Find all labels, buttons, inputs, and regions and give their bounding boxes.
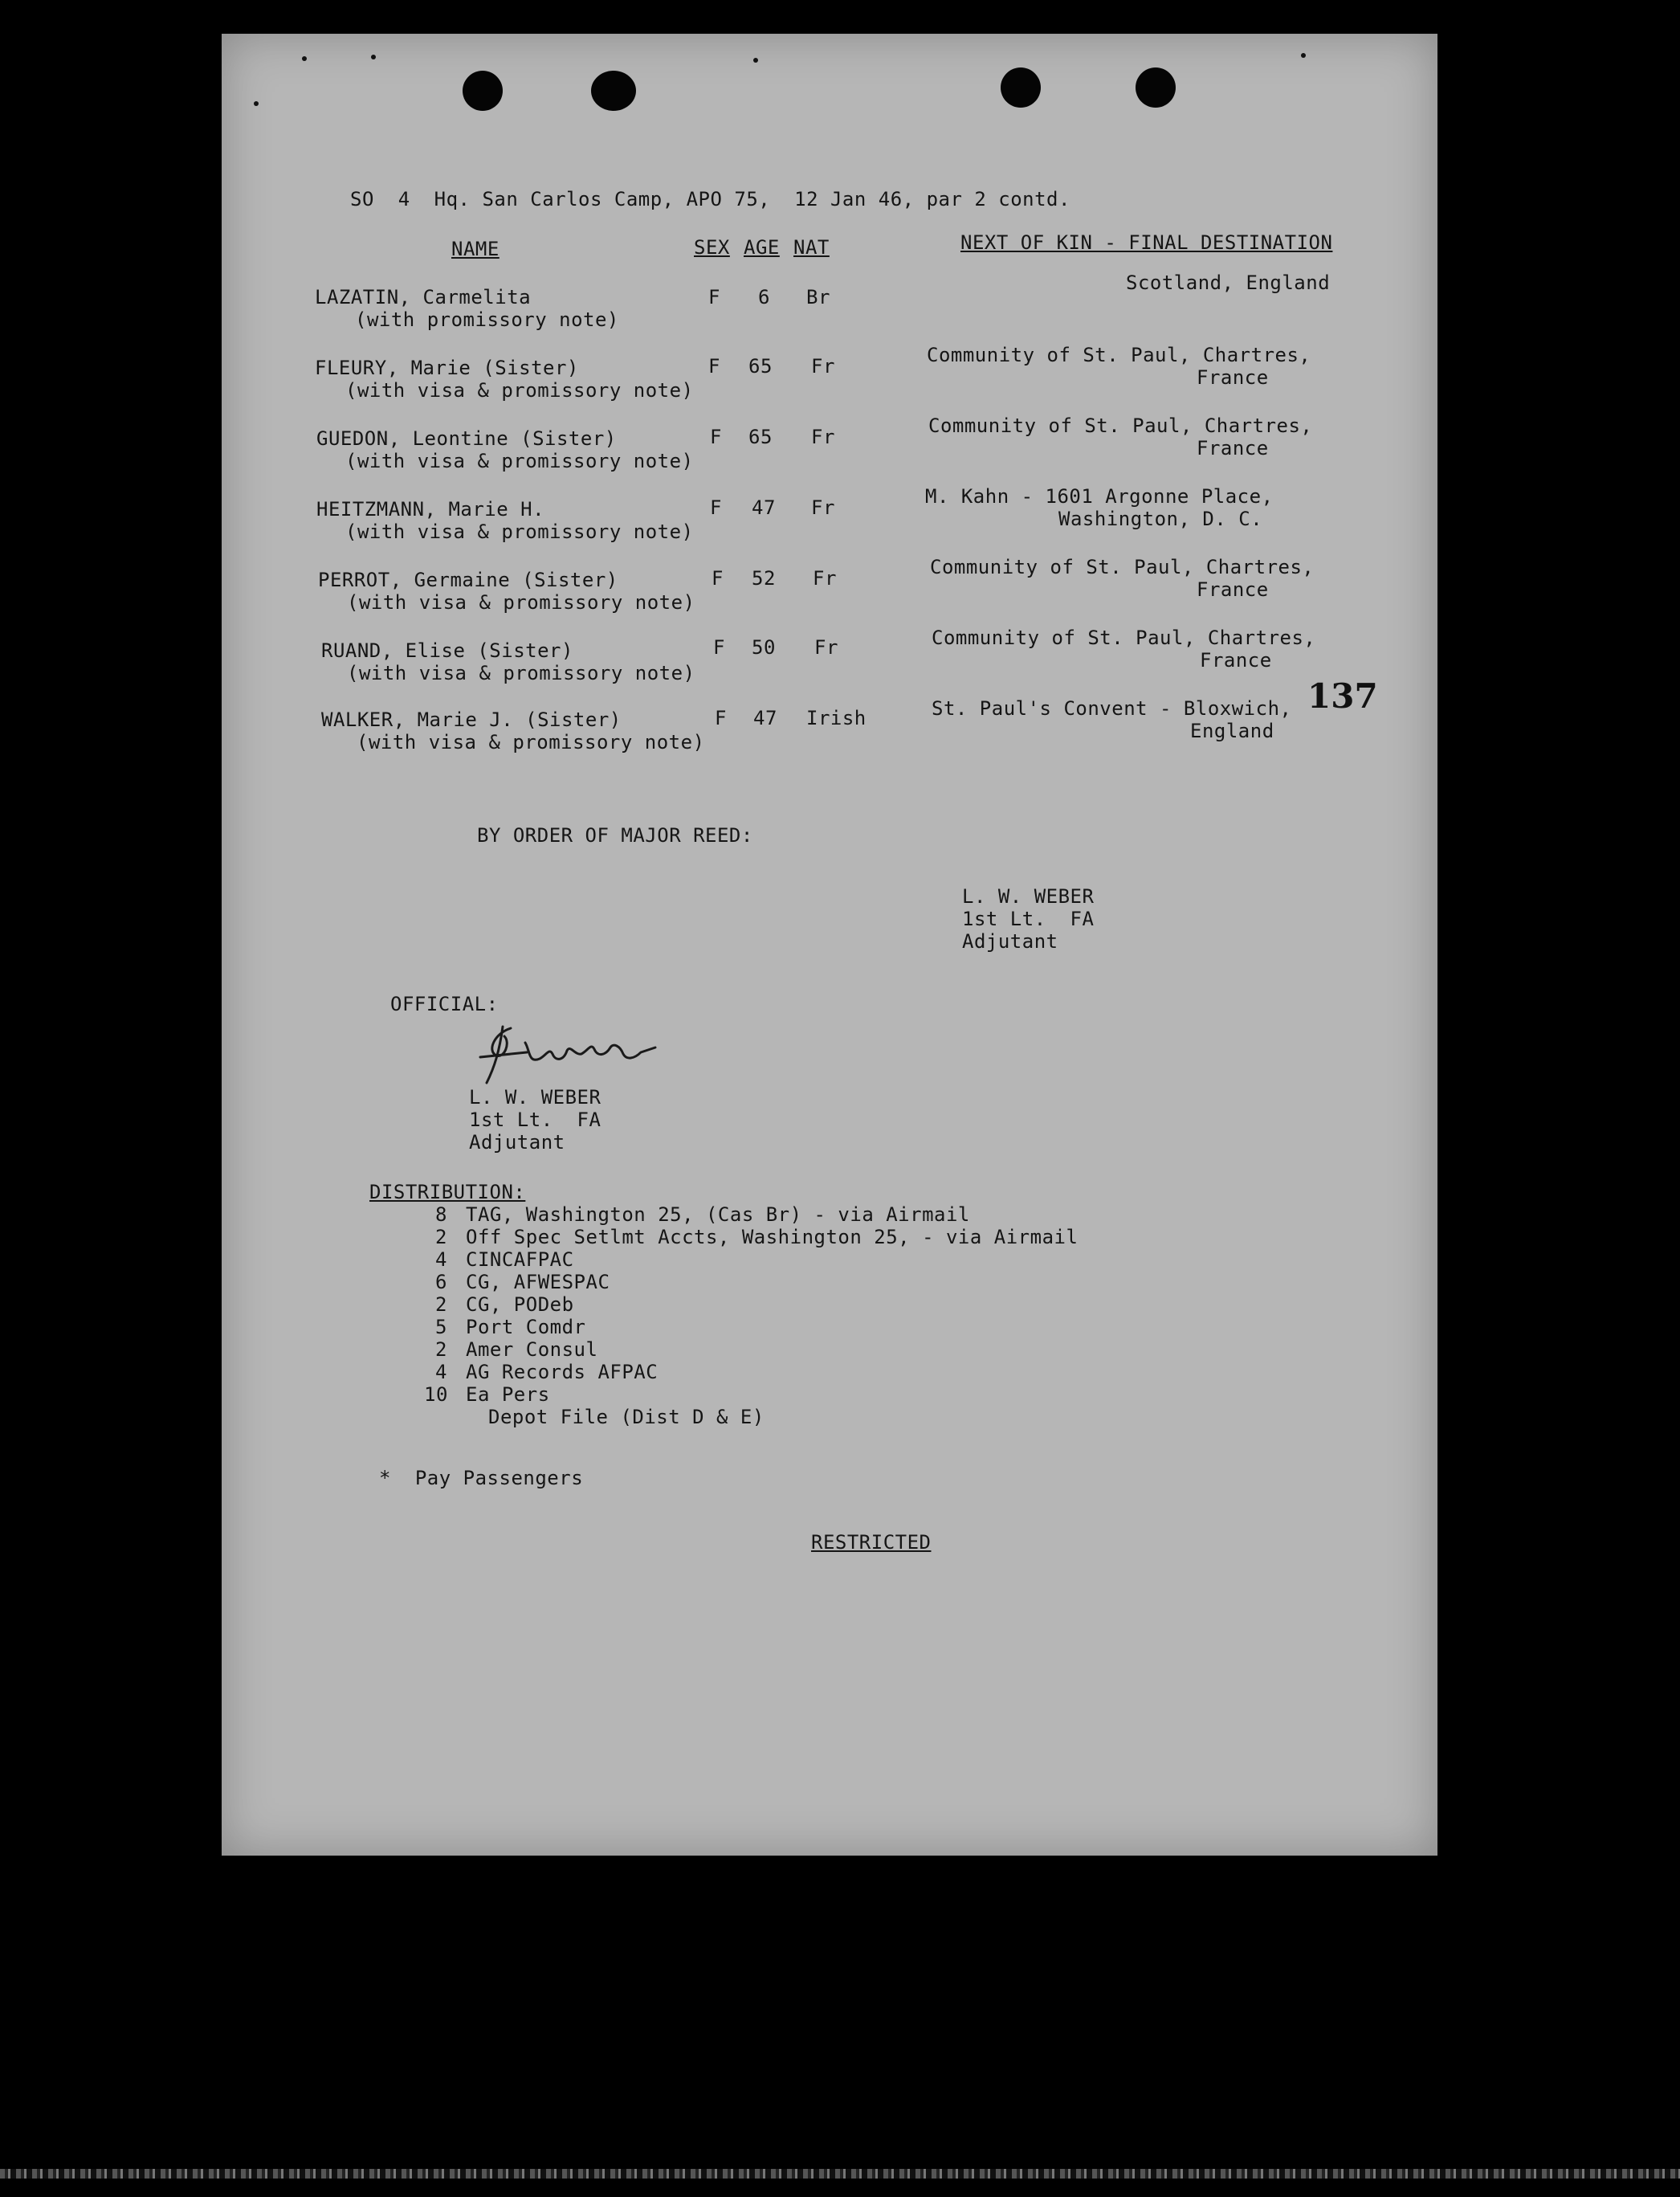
punch-hole [591,71,636,111]
distribution-count: 5 [435,1316,447,1338]
passenger-sex: F [708,286,720,308]
distribution-dest: CG, PODeb [466,1293,574,1316]
passenger-name: PERROT, Germaine (Sister) [318,569,618,591]
passenger-note: (with visa & promissory note) [347,662,695,684]
distribution-count: 2 [435,1338,447,1361]
distribution-dest: Amer Consul [466,1338,598,1361]
distribution-label: DISTRIBUTION: [369,1181,526,1203]
distribution-count: 4 [435,1248,447,1271]
classification-marking: RESTRICTED [811,1531,932,1554]
passenger-note: (with visa & promissory note) [345,379,694,402]
speck [302,56,307,61]
passenger-destination: St. Paul's Convent - Bloxwich, [932,697,1292,720]
passenger-name: HEITZMANN, Marie H. [316,498,545,521]
distribution-dest: CINCAFPAC [466,1248,574,1271]
passenger-age: 65 [748,355,773,378]
passenger-age: 6 [758,286,770,308]
passenger-destination-cont: France [1200,649,1272,672]
passenger-name: LAZATIN, Carmelita [315,286,532,308]
passenger-name: RUAND, Elise (Sister) [321,639,573,662]
official-label: OFFICIAL: [390,993,499,1015]
punch-hole [1001,67,1041,108]
passenger-destination-cont: Washington, D. C. [1058,508,1263,530]
official-signer-rank: 1st Lt. FA [469,1109,601,1131]
passenger-destination-cont: France [1197,437,1269,459]
handwritten-signature [463,1019,663,1091]
passenger-nat: Irish [806,707,867,729]
document-header: SO 4 Hq. San Carlos Camp, APO 75, 12 Jan 46, par 2 contd. [350,188,1070,210]
passenger-sex: F [710,426,722,448]
passenger-sex: F [708,355,720,378]
passenger-destination-cont: France [1197,366,1269,389]
passenger-destination: Community of St. Paul, Chartres, [930,556,1315,578]
by-order-line: BY ORDER OF MAJOR REED: [477,824,753,847]
passenger-age: 47 [753,707,777,729]
distribution-dest: CG, AFWESPAC [466,1271,610,1293]
footnote: * Pay Passengers [379,1467,584,1489]
passenger-sex: F [712,567,724,590]
passenger-age: 50 [752,636,776,659]
distribution-dest: Off Spec Setlmt Accts, Washington 25, - via Airmail [466,1226,1079,1248]
col-age: AGE [744,236,780,259]
passenger-note: (with visa & promissory note) [345,450,694,472]
passenger-sex: F [715,707,727,729]
distribution-count: 10 [424,1383,448,1406]
distribution-count: 8 [435,1203,447,1226]
passenger-nat: Br [806,286,830,308]
official-signer-title: Adjutant [469,1131,565,1154]
col-sex: SEX [694,236,730,259]
passenger-note: (with visa & promissory note) [357,731,705,753]
scan-edge-strip [0,2169,1680,2179]
passenger-note: (with promissory note) [355,308,619,331]
signer-rank: 1st Lt. FA [962,908,1095,930]
official-signer-name: L. W. WEBER [469,1086,601,1109]
page-number-stamp: 137 [1307,676,1378,716]
passenger-sex: F [713,636,725,659]
distribution-count: 2 [435,1293,447,1316]
distribution-count: 4 [435,1361,447,1383]
speck [753,58,758,63]
passenger-nat: Fr [811,496,835,519]
passenger-note: (with visa & promissory note) [347,591,695,614]
passenger-destination: Scotland, England [1126,272,1331,294]
distribution-dest: Port Comdr [466,1316,586,1338]
passenger-nat: Fr [814,636,838,659]
passenger-destination-cont: France [1197,578,1269,601]
speck [1301,53,1306,58]
signer-title: Adjutant [962,930,1058,953]
passenger-destination-cont: England [1190,720,1274,742]
distribution-count: 2 [435,1226,447,1248]
speck [254,101,259,106]
col-nat: NAT [793,236,830,259]
passenger-age: 65 [748,426,773,448]
passenger-destination: Community of St. Paul, Chartres, [927,344,1311,366]
passenger-destination: Community of St. Paul, Chartres, [932,627,1316,649]
punch-hole [1136,67,1176,108]
distribution-dest: Ea Pers [466,1383,550,1406]
distribution-dest: TAG, Washington 25, (Cas Br) - via Airmail [466,1203,970,1226]
passenger-nat: Fr [811,426,835,448]
passenger-destination: Community of St. Paul, Chartres, [928,414,1313,437]
distribution-count: 6 [435,1271,447,1293]
document-page [222,34,1437,1856]
col-destination: NEXT OF KIN - FINAL DESTINATION [960,231,1333,254]
signer-name: L. W. WEBER [962,885,1095,908]
passenger-age: 52 [752,567,776,590]
passenger-destination: M. Kahn - 1601 Argonne Place, [925,485,1274,508]
passenger-name: GUEDON, Leontine (Sister) [316,427,617,450]
passenger-nat: Fr [813,567,837,590]
punch-hole [463,71,503,111]
passenger-nat: Fr [811,355,835,378]
distribution-dest: Depot File (Dist D & E) [488,1406,765,1428]
passenger-note: (with visa & promissory note) [345,521,694,543]
passenger-name: WALKER, Marie J. (Sister) [321,709,622,731]
passenger-age: 47 [752,496,776,519]
passenger-name: FLEURY, Marie (Sister) [315,357,579,379]
distribution-dest: AG Records AFPAC [466,1361,659,1383]
speck [371,55,376,59]
passenger-sex: F [710,496,722,519]
col-name: NAME [451,238,500,260]
